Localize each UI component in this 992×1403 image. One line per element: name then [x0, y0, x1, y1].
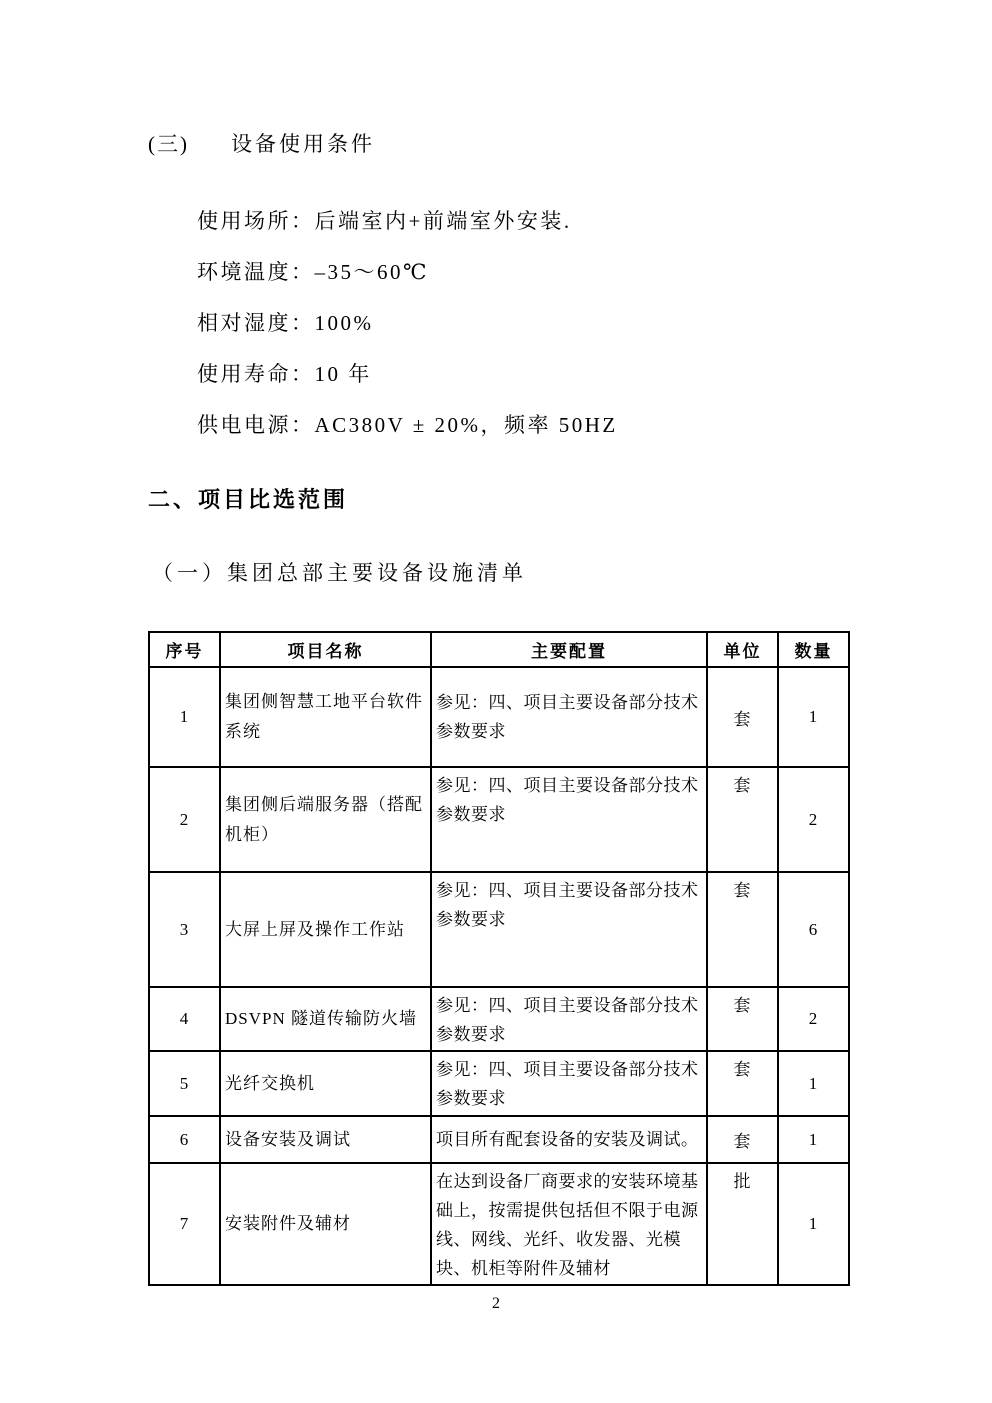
table-row [149, 872, 849, 987]
cell-no: 2 [149, 767, 220, 872]
cell-unit: 套 [707, 767, 778, 872]
section-heading-3 [148, 128, 375, 158]
cell-no: 3 [149, 872, 220, 987]
cell-unit: 套 [707, 667, 778, 767]
cell-no: 5 [149, 1051, 220, 1116]
cell-no: 7 [149, 1163, 220, 1285]
condition-line-temperature: 环境温度：–35～60℃ [197, 260, 429, 284]
table-row [149, 667, 849, 767]
section-heading-3-number: (三) [148, 132, 189, 156]
subsection-heading-1: （一）集团总部主要设备设施清单 [152, 561, 527, 585]
cell-no: 1 [149, 667, 220, 767]
cell-unit: 套 [707, 1051, 778, 1116]
table-row [149, 1051, 849, 1116]
condition-line-power: 供电电源：AC380V ± 20%，频率 50HZ [197, 413, 618, 437]
cell-qty: 1 [778, 667, 849, 767]
table-row [149, 1163, 849, 1285]
column-header-no: 序号 [149, 632, 220, 667]
table-header-row [149, 632, 849, 667]
cell-unit: 套 [707, 872, 778, 987]
cell-config: 项目所有配套设备的安装及调试。 [431, 1116, 707, 1163]
cell-config: 参见：四、项目主要设备部分技术参数要求 [431, 987, 707, 1051]
cell-name: 大屏上屏及操作工作站 [220, 872, 431, 987]
table-row [149, 767, 849, 872]
condition-line-location: 使用场所：后端室内+前端室外安装. [197, 209, 572, 233]
cell-name: 集团侧后端服务器（搭配机柜） [220, 767, 431, 872]
condition-line-humidity: 相对湿度：100% [197, 311, 374, 335]
cell-name: 安装附件及辅材 [220, 1163, 431, 1285]
equipment-table [148, 631, 850, 1286]
cell-qty: 2 [778, 767, 849, 872]
cell-config: 参见：四、项目主要设备部分技术参数要求 [431, 1051, 707, 1116]
column-header-unit: 单位 [707, 632, 778, 667]
column-header-name: 项目名称 [220, 632, 431, 667]
cell-no: 6 [149, 1116, 220, 1163]
cell-name: 设备安装及调试 [220, 1116, 431, 1163]
cell-qty: 1 [778, 1163, 849, 1285]
cell-config: 参见：四、项目主要设备部分技术参数要求 [431, 667, 707, 767]
cell-qty: 6 [778, 872, 849, 987]
cell-qty: 2 [778, 987, 849, 1051]
table-row [149, 987, 849, 1051]
cell-name: 光纤交换机 [220, 1051, 431, 1116]
cell-unit: 套 [707, 987, 778, 1051]
page-number: 2 [492, 1295, 500, 1312]
column-header-config: 主要配置 [431, 632, 707, 667]
cell-config: 在达到设备厂商要求的安装环境基础上，按需提供包括但不限于电源线、网线、光纤、收发器、光模块、机柜等附件及辅材 [431, 1163, 707, 1285]
column-header-qty: 数量 [778, 632, 849, 667]
section-heading-2: 二、项目比选范围 [148, 487, 349, 512]
table-row [149, 1116, 849, 1163]
cell-config: 参见：四、项目主要设备部分技术参数要求 [431, 872, 707, 987]
cell-name: DSVPN 隧道传输防火墙 [220, 987, 431, 1051]
cell-config: 参见：四、项目主要设备部分技术参数要求 [431, 767, 707, 872]
condition-line-lifespan: 使用寿命：10 年 [197, 362, 372, 386]
cell-qty: 1 [778, 1116, 849, 1163]
cell-unit: 批 [707, 1163, 778, 1285]
cell-no: 4 [149, 987, 220, 1051]
cell-qty: 1 [778, 1051, 849, 1116]
section-heading-3-title: 设备使用条件 [231, 132, 375, 156]
usage-conditions-list [197, 196, 618, 451]
cell-name: 集团侧智慧工地平台软件系统 [220, 667, 431, 767]
cell-unit: 套 [707, 1116, 778, 1163]
